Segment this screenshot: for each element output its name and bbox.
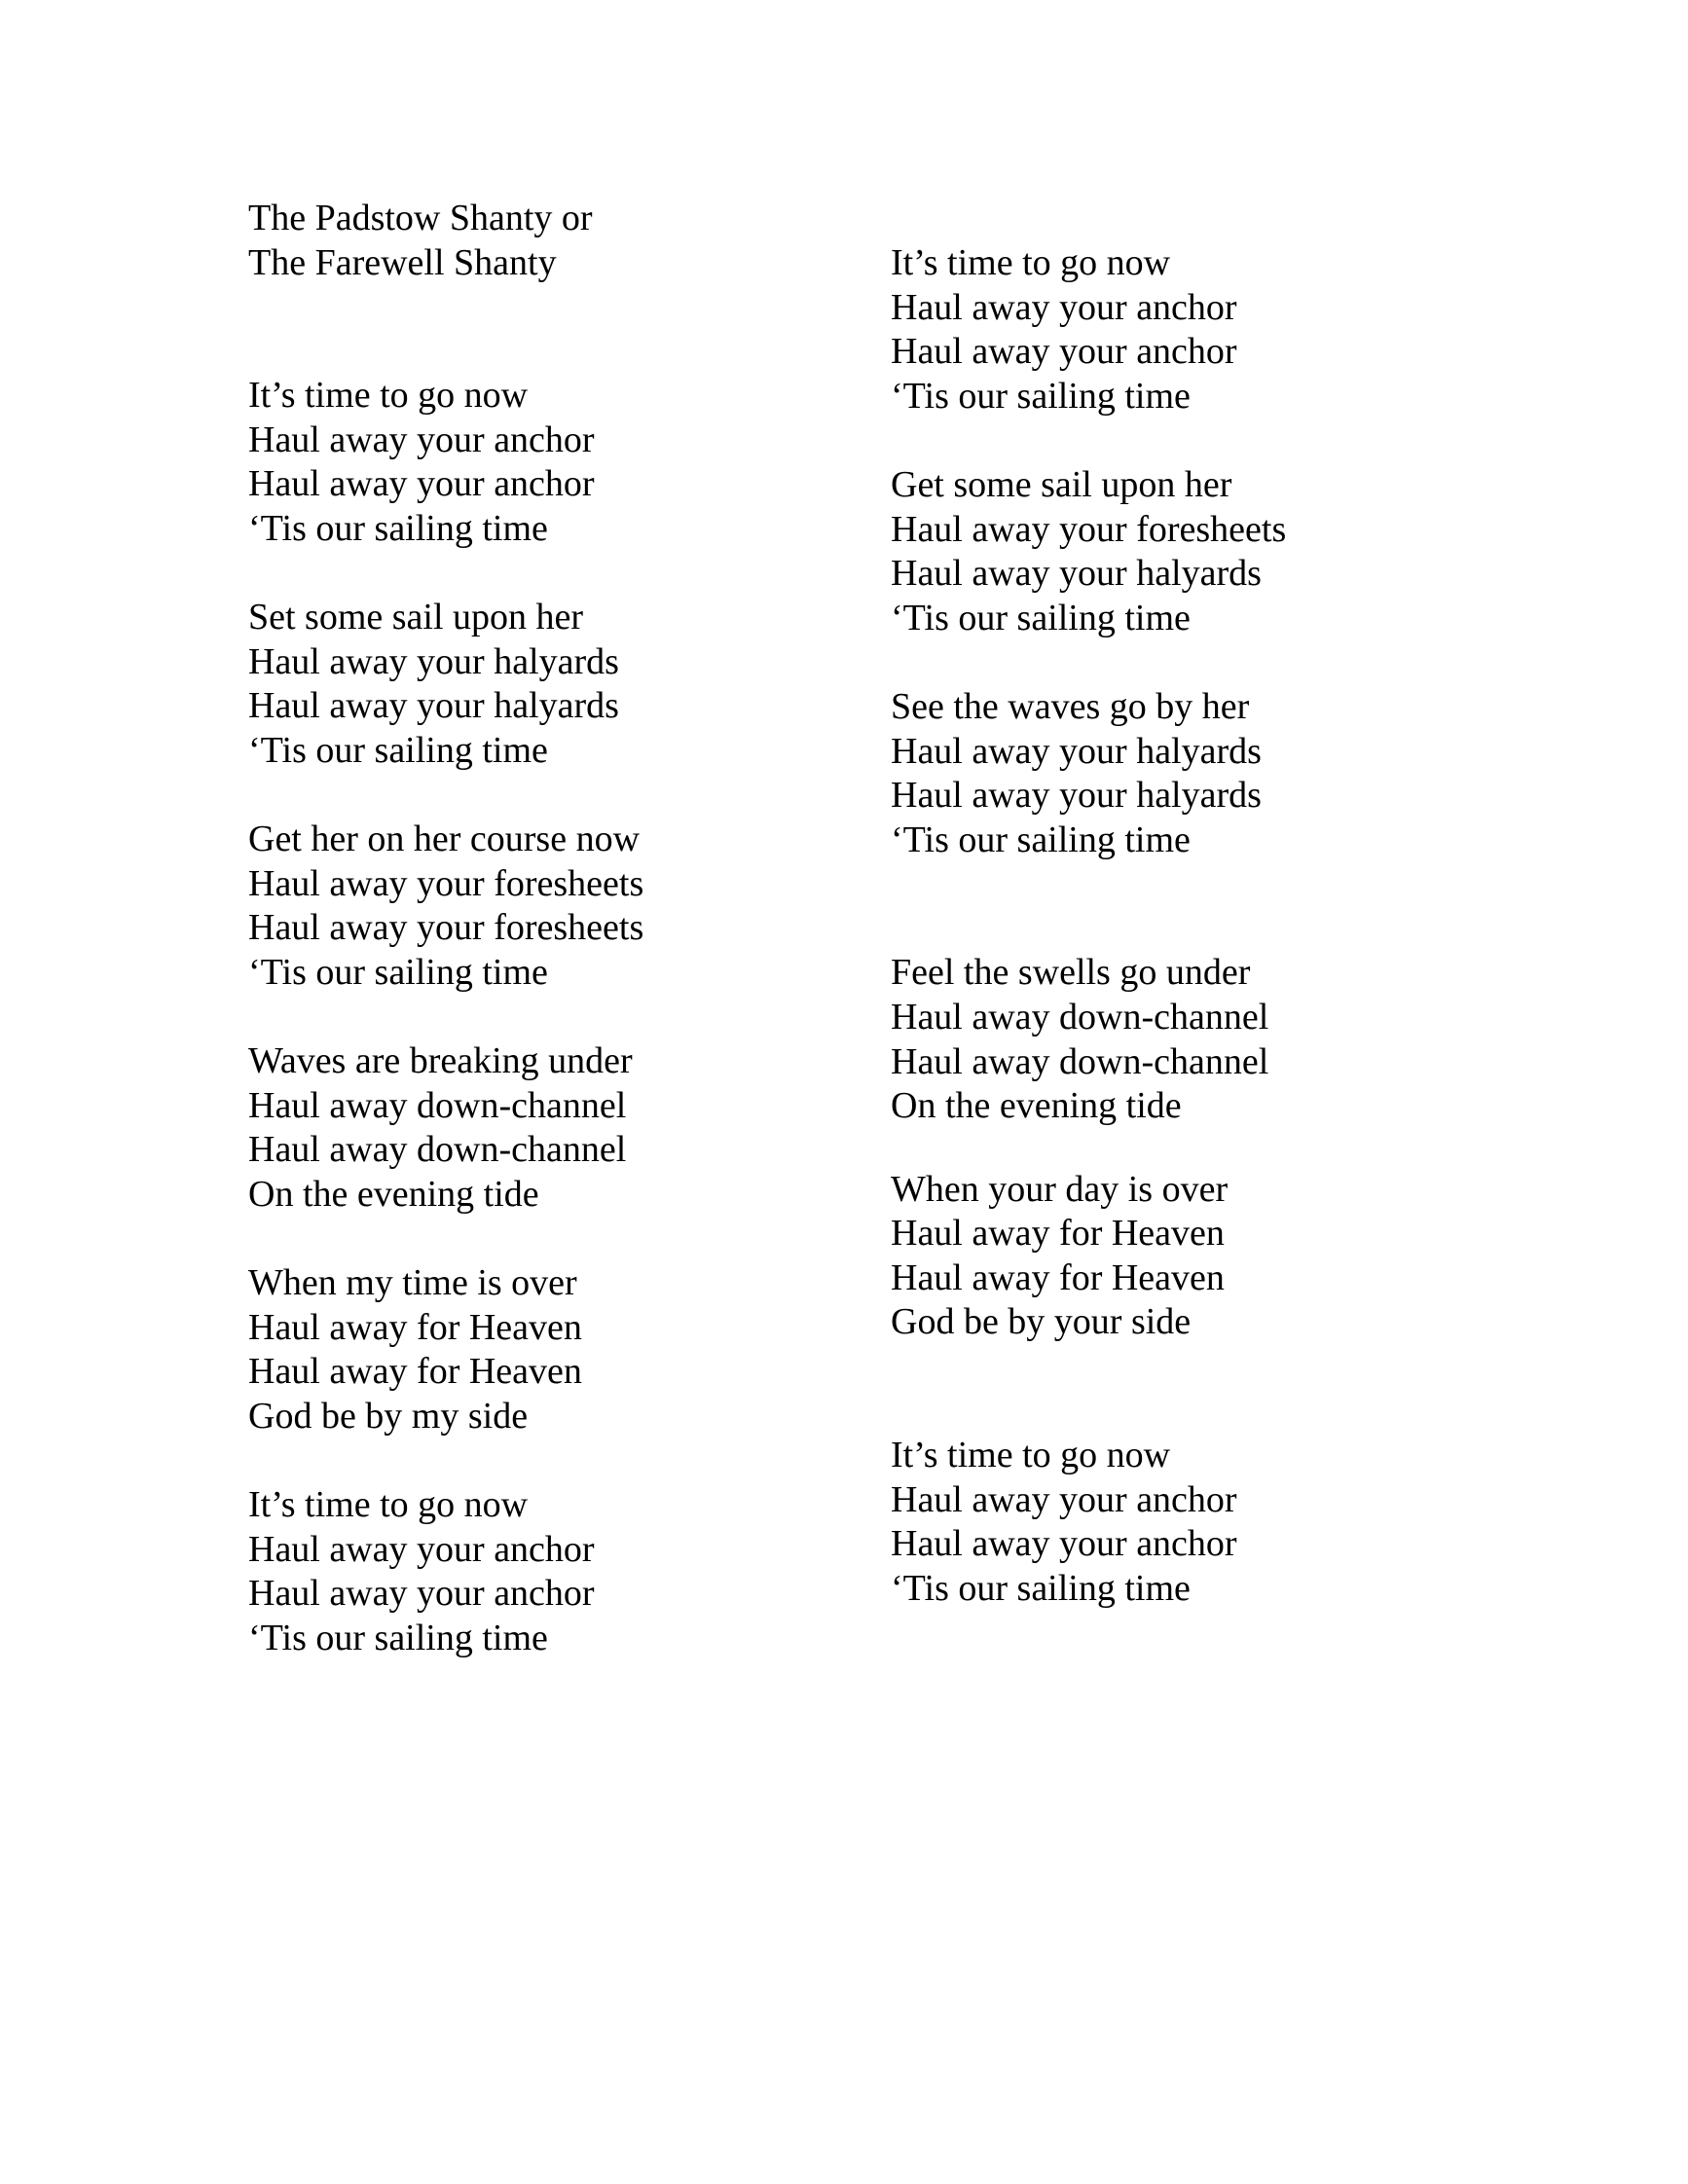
lyric-line: It’s time to go now (891, 1435, 1171, 1476)
stanza-right-2 (891, 463, 1514, 640)
lyric-line: ‘Tis our sailing time (248, 951, 548, 993)
lyric-line: Haul away your foresheets (891, 508, 1287, 550)
stanza-right-5 (891, 1168, 1514, 1345)
lyric-line: Waves are breaking under (248, 1040, 633, 1082)
lyric-line: Haul away your halyards (891, 730, 1262, 772)
lyric-line: Set some sail upon her (248, 597, 584, 638)
lyric-line: When your day is over (891, 1168, 1229, 1210)
left-column (248, 197, 871, 1705)
lyric-line: Haul away your anchor (248, 463, 595, 505)
lyric-line: ‘Tis our sailing time (248, 1617, 548, 1658)
lyric-line: ‘Tis our sailing time (891, 819, 1191, 860)
lyric-line: It’s time to go now (248, 375, 529, 417)
lyric-line: Haul away your anchor (891, 286, 1237, 328)
lyric-line: Haul away your anchor (248, 419, 595, 460)
stanza-right-4 (891, 951, 1514, 1128)
lyric-line: On the evening tide (891, 1085, 1182, 1127)
lyric-line: God be by your side (891, 1301, 1192, 1343)
lyric-line: ‘Tis our sailing time (891, 597, 1191, 638)
lyric-line: ‘Tis our sailing time (248, 729, 548, 771)
lyric-line: Haul away down-channel (891, 996, 1269, 1037)
lyric-line: Haul away down-channel (891, 1040, 1269, 1082)
right-column (891, 241, 1514, 1656)
lyric-line: Haul away for Heaven (891, 1256, 1225, 1298)
lyric-line: ‘Tis our sailing time (891, 375, 1191, 417)
lyric-line: On the evening tide (248, 1173, 539, 1215)
lyric-line: Haul away your foresheets (248, 862, 644, 904)
lyric-line: It’s time to go now (891, 242, 1171, 283)
lyric-line: When my time is over (248, 1262, 577, 1304)
stanza-right-3 (891, 685, 1514, 862)
lyric-line: Haul away your anchor (248, 1573, 595, 1615)
lyric-line: Haul away down-channel (248, 1129, 627, 1171)
lyric-line: Haul away your halyards (248, 685, 619, 727)
lyric-line: Get some sail upon her (891, 463, 1232, 505)
lyric-line: Haul away your foresheets (248, 907, 644, 949)
lyric-line: ‘Tis our sailing time (891, 1567, 1191, 1609)
lyric-line: Haul away your anchor (891, 331, 1237, 373)
stanza-left-6 (248, 1483, 871, 1660)
lyric-line: Haul away your halyards (891, 775, 1262, 817)
lyric-line: Haul away your halyards (891, 553, 1262, 595)
lyric-line: Get her on her course now (248, 819, 641, 860)
stanza-left-4 (248, 1039, 871, 1217)
lyric-line: Haul away your anchor (248, 1528, 595, 1570)
stanza-left-2 (248, 596, 871, 773)
lyric-line: God be by my side (248, 1395, 529, 1437)
title-line-2: The Farewell Shanty (248, 241, 557, 283)
stanza-right-6 (891, 1434, 1514, 1611)
lyric-line: ‘Tis our sailing time (248, 507, 548, 549)
stanza-left-1 (248, 374, 871, 551)
lyric-line: Haul away for Heaven (248, 1351, 582, 1393)
song-title (248, 197, 871, 285)
lyric-line: See the waves go by her (891, 685, 1250, 727)
lyric-line: Haul away your anchor (891, 1523, 1237, 1565)
lyric-line: Haul away for Heaven (891, 1213, 1225, 1255)
lyric-line: It’s time to go now (248, 1484, 529, 1526)
stanza-left-3 (248, 818, 871, 995)
stanza-left-5 (248, 1261, 871, 1438)
stanza-right-1 (891, 241, 1514, 419)
title-line-1: The Padstow Shanty or (248, 198, 593, 238)
lyric-line: Feel the swells go under (891, 952, 1251, 994)
lyric-line: Haul away down-channel (248, 1084, 627, 1126)
lyric-line: Haul away for Heaven (248, 1306, 582, 1348)
lyric-line: Haul away your halyards (248, 640, 619, 682)
lyric-line: Haul away your anchor (891, 1478, 1237, 1520)
